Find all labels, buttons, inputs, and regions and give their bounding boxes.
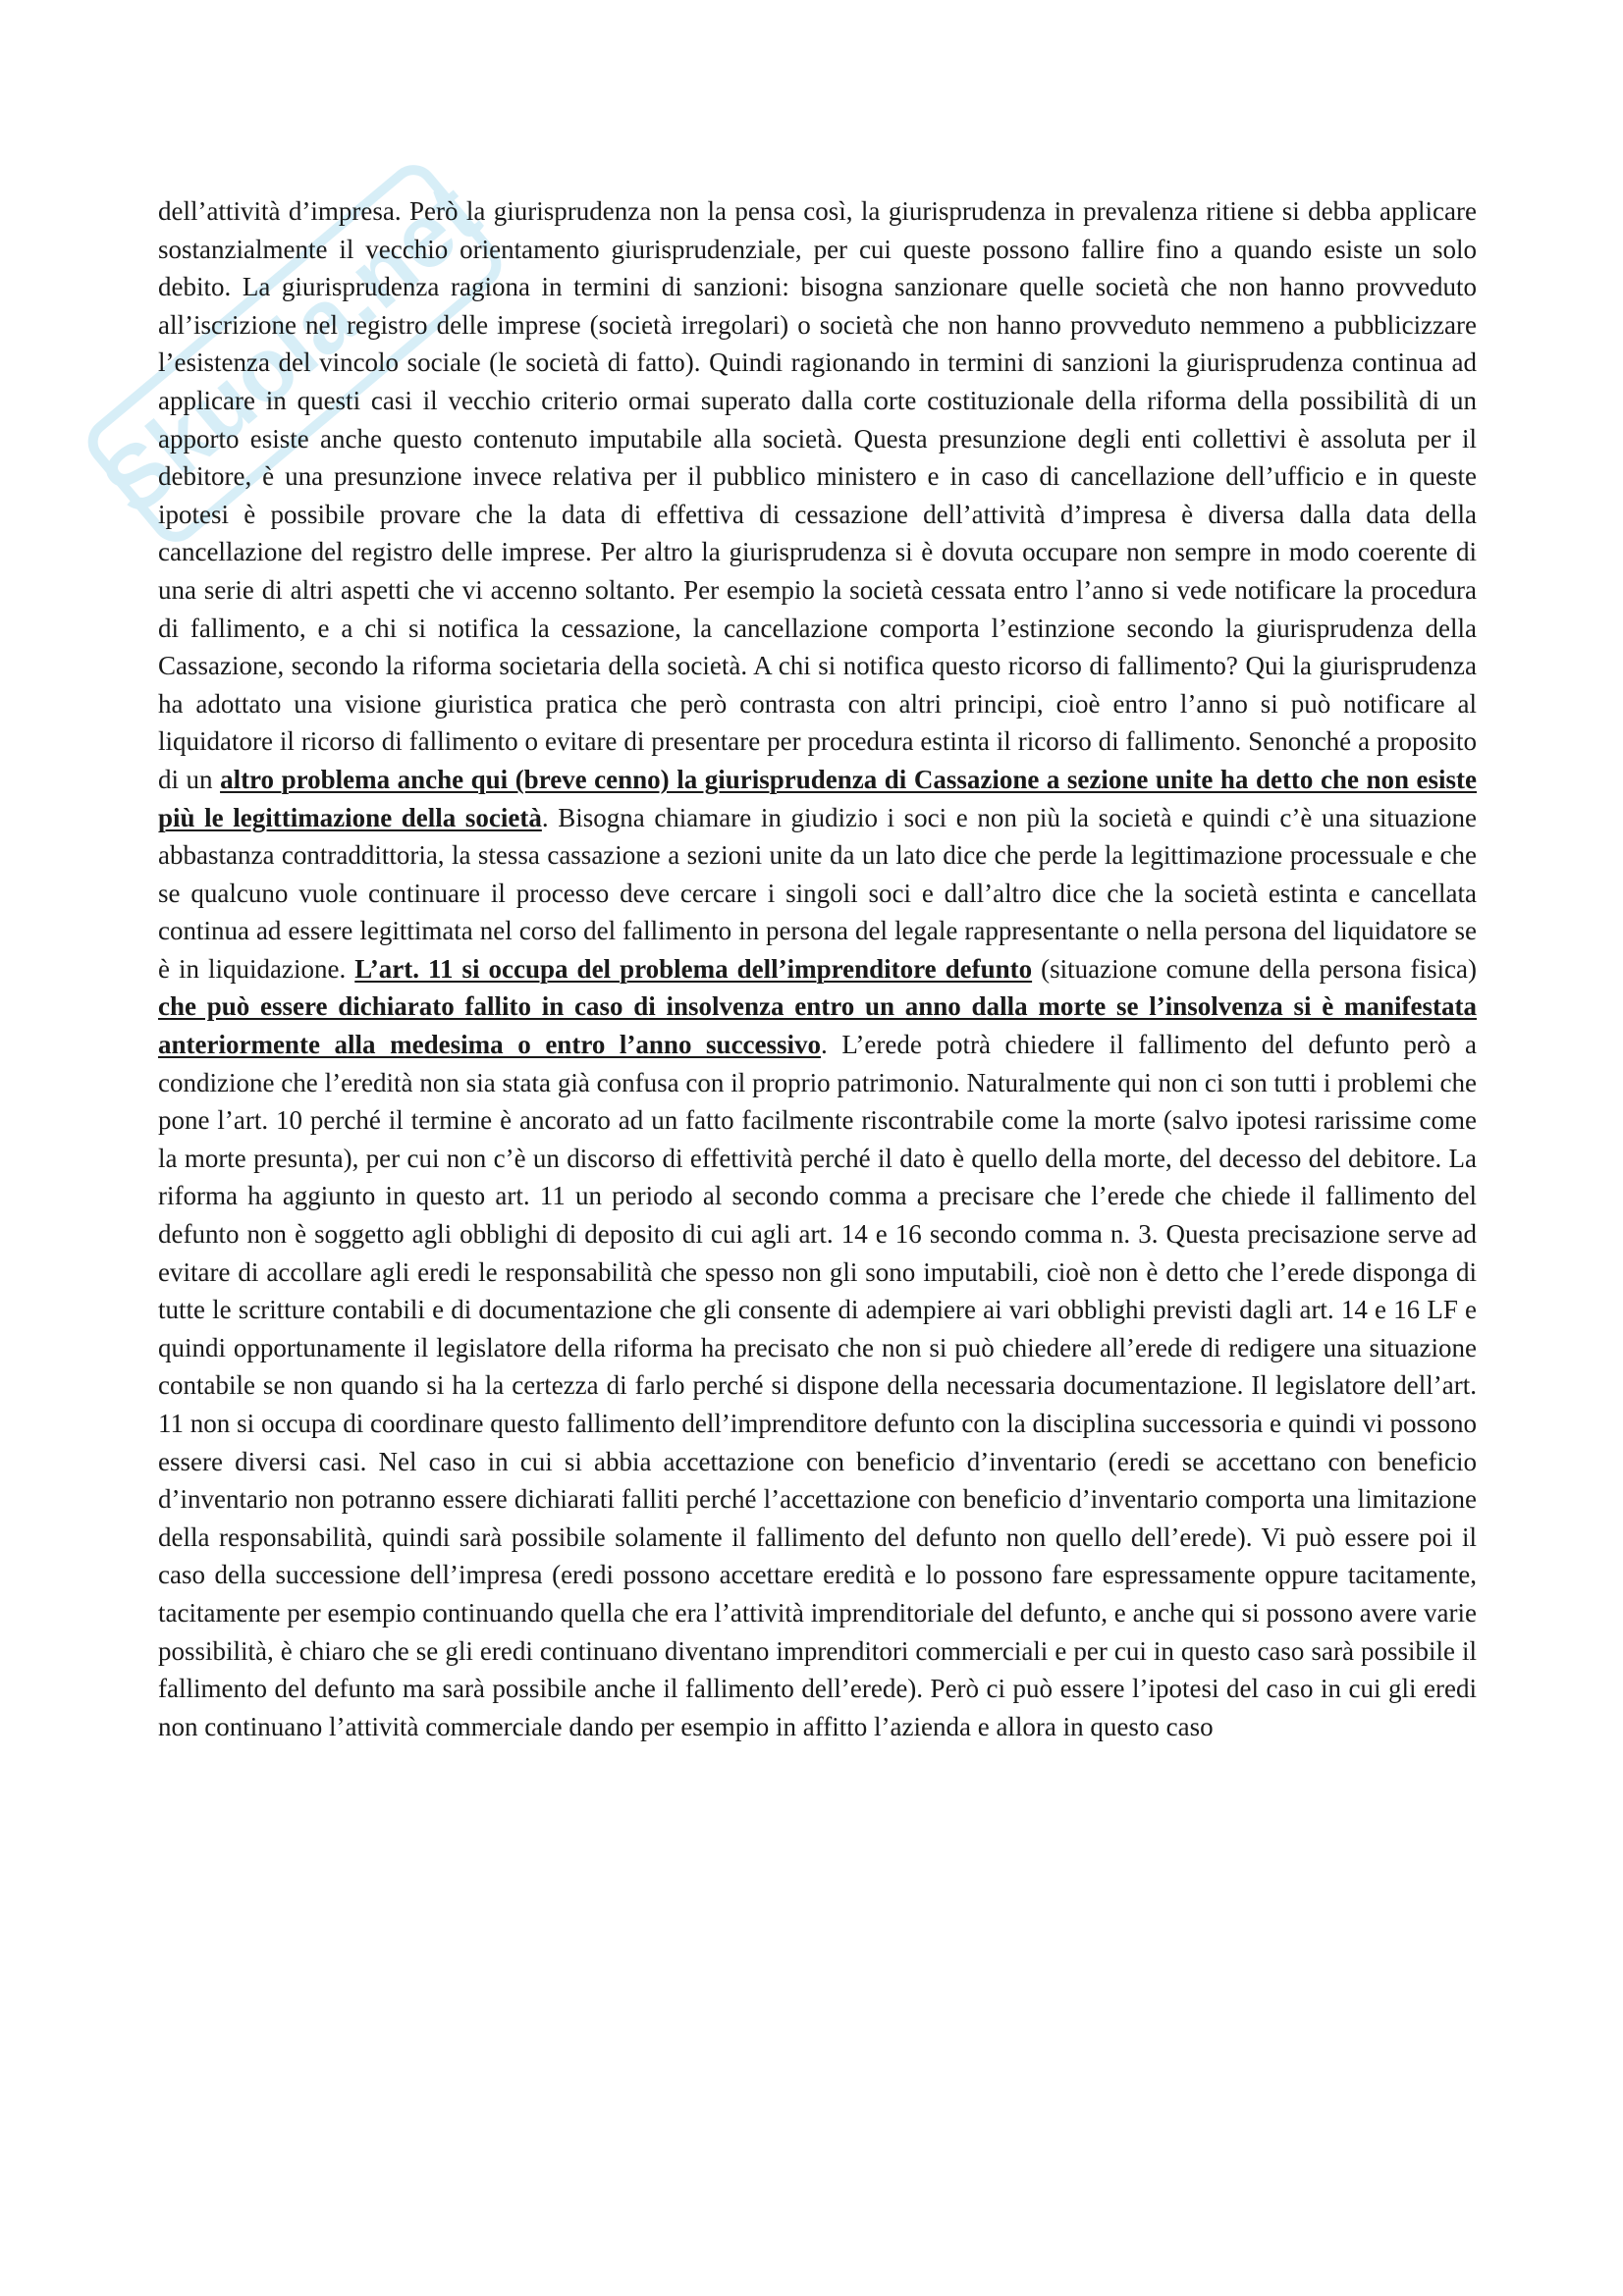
text-segment: . Bisogna chiamare in giudizio i soci e non più la società e quindi c’è una situazione abbastanza contraddittoria, la stessa cassazione a sezioni unite da un lato dice che perde la legittimazione processuale e che se qualcuno vuole continuare il processo deve cercare i singoli soci e dall’altro dice che la società estinta e cancellata continua ad essere legittimata nel corso del fallimento in persona del legale rappresentante o nella persona del liquidatore se è in liquidazione. [158, 802, 1478, 984]
emphasized-text: che può essere dichiarato fallito in caso di insolvenza entro un anno dalla morte se l’insolvenza si è manifestata anteriormente alla medesima o entro l’anno successivo [158, 991, 1477, 1060]
text-segment: dell’attività d’impresa. Però la giurisprudenza non la pensa così, la giurisprudenza in prevalenza ritiene si debba applicare sostanzialmente il vecchio orientamento giurisprudenziale, per cui queste possono fallire fino a quando esiste un solo debito. La giurisprudenza ragiona in termini di sanzioni: bisogna sanzionare quelle società che non hanno provveduto all’iscrizione nel registro delle imprese (società irregolari) o società che non hanno provveduto nemmeno a pubblicizzare l’esistenza del vincolo sociale (le società di fatto). Quindi ragionando in termini di sanzioni la giurisprudenza continua ad applicare in questi casi il vecchio criterio ormai superato dalla corte costituzionale della riforma della possibilità di un apporto esiste anche questo contenuto imputabile alla società. Questa presunzione degli enti collettivi è assoluta per il debitore, è una presunzione invece relativa per il pubblico ministero e in caso di cancellazione dell’ufficio e in queste ipotesi è possibile provare che la data di effettiva di cessazione dell’attività d’impresa è diversa dalla data della cancellazione del registro delle imprese. Per altro la giurisprudenza si è dovuta occupare non sempre in modo coerente di una serie di altri aspetti che vi accenno soltanto. Per esempio la società cessata entro l’anno si vede notificare la procedura di fallimento, e a chi si notifica la cessazione, la cancellazione comporta l’estinzione secondo la giurisprudenza della Cassazione, secondo la riforma societaria della società. A chi si notifica questo ricorso di fallimento? Qui la giurisprudenza ha adottato una visione giuristica pratica che però contrasta con altri principi, cioè entro l’anno si può notificare al liquidatore il ricorso di fallimento o evitare di presentare per procedura estinta il ricorso di fallimento. Senonché a proposito di un [158, 196, 1477, 794]
text-segment: . L’erede potrà chiedere il fallimento del defunto però a condizione che l’eredità non sia stata già confusa con il proprio patrimonio. Naturalmente qui non ci son tutti i problemi che pone l’art. 10 perché il termine è ancorato ad un fatto facilmente riscontrabile come la morte (salvo ipotesi rarissime come la morte presunta), per cui non c’è un discorso di effettività perché il dato è quello della morte, del decesso del debitore. La riforma ha aggiunto in questo art. 11 un periodo al secondo comma a precisare che l’erede che chiede il fallimento del defunto non è soggetto agli obblighi di deposito di cui agli art. 14 e 16 secondo comma n. 3. Questa precisazione serve ad evitare di accollare agli eredi le responsabilità che spesso non gli sono imputabili, cioè non è detto che l’erede disponga di tutte le scritture contabili e di documentazione che gli consente di adempiere ai vari obblighi previsti dagli art. 14 e 16 LF e quindi opportunamente il legislatore della riforma ha precisato che non si può chiedere all’erede di redigere una situazione contabile se non quando si ha la certezza di farlo perché si dispone della necessaria documentazione. Il legislatore dell’art. 11 non si occupa di coordinare questo fallimento dell’imprenditore defunto con la disciplina successoria e quindi vi possono essere diversi casi. Nel caso in cui si abbia accettazione con beneficio d’inventario (eredi se accettano con beneficio d’inventario non potranno essere dichiarati falliti perché l’accettazione con beneficio d’inventario comporta una limitazione della responsabilità, quindi sarà possibile solamente il fallimento del defunto non quello dell’erede). Vi può essere poi il caso della successione dell’impresa (eredi possono accettare eredità e lo possono fare espressamente oppure tacitamente, tacitamente per esempio continuando quella che era l’attività imprenditoriale del defunto, e anche qui si possono avere varie possibilità, è chiaro che se gli eredi continuano diventano imprenditori commerciali e per cui in questo caso sarà possibile il fallimento del defunto ma sarà possibile anche il fallimento dell’erede). Però ci può essere l’ipotesi del caso in cui gli eredi non continuano l’attività commerciale dando per esempio in affitto l’azienda e allora in questo caso [158, 1030, 1477, 1741]
body-text [158, 192, 1477, 1745]
emphasized-text: altro problema anche qui (breve cenno) la giurisprudenza di Cassazione a sezione unite ha detto che non esiste più le legittimazione della società [158, 764, 1477, 832]
watermark-text: Skuola.net [83, 163, 499, 534]
paragraph [158, 192, 1477, 1745]
text-segment: (situazione comune della persona fisica) [1032, 953, 1477, 984]
emphasized-text: L’art. 11 si occupa del problema dell’imprenditore defunto [354, 953, 1033, 984]
